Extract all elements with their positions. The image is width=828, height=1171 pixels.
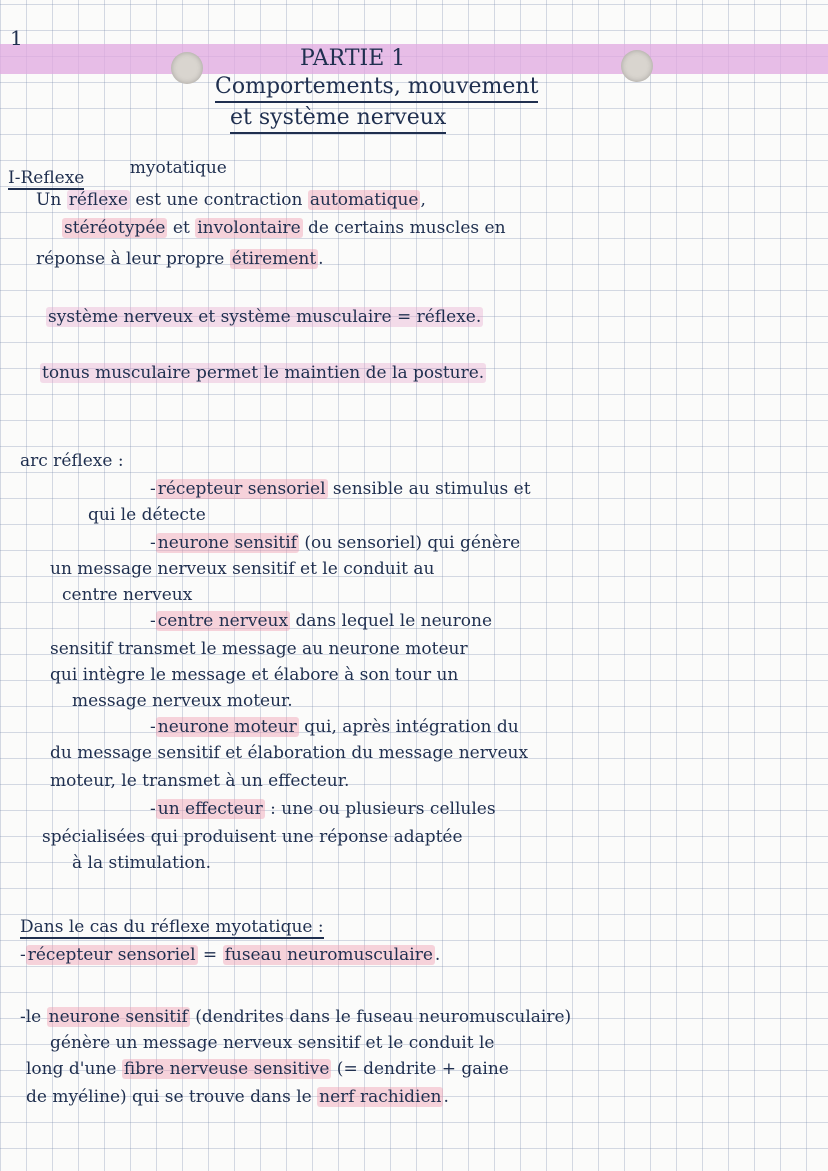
tonus-line [40, 362, 486, 384]
text: . [318, 249, 324, 269]
text: long d'une [26, 1059, 122, 1079]
arc-heading [20, 450, 124, 472]
highlight: fibre nerveuse sensitive [123, 1059, 330, 1079]
highlight: récepteur sensoriel [27, 945, 196, 965]
myotatic-neuron-line-2: génère un message nerveux sensitif et le conduit le [50, 1033, 495, 1053]
highlight: tonus musculaire permet le maintien de la posture. [42, 363, 485, 383]
equation-line [46, 306, 483, 328]
arc-line-10 [150, 716, 519, 738]
highlight: stéréotypée [64, 218, 166, 238]
arc-line-2: qui le détecte [88, 505, 206, 525]
text: dans lequel le neurone [290, 611, 493, 631]
highlight: nerf rachidien [319, 1087, 442, 1107]
text: qui, après intégration du [298, 717, 519, 737]
myotatic-heading [20, 916, 324, 938]
arc-line-7: sensitif transmet le message au neurone moteur [50, 639, 468, 659]
part-title: PARTIE 1 [300, 46, 406, 71]
arc-line-5: centre nerveux [62, 585, 193, 605]
highlight-band [0, 44, 828, 74]
myotatic-receptor-line [20, 944, 440, 966]
punch-hole-right [621, 50, 653, 82]
arc-line-3 [150, 532, 520, 554]
definition-line-1 [36, 189, 426, 211]
text: (= dendrite + gaine [331, 1059, 509, 1079]
text: (dendrites dans le fuseau neuromusculaire) [189, 1007, 572, 1027]
myotatic-neuron-line-1 [20, 1006, 571, 1028]
definition-line-2 [62, 217, 506, 239]
text: - [150, 533, 156, 553]
text: arc réflexe : [20, 451, 124, 471]
highlight: système nerveux et système musculaire = réflexe. [48, 307, 482, 327]
text: Un [36, 190, 67, 210]
highlight: récepteur sensoriel [157, 479, 326, 499]
punch-hole-left [171, 52, 203, 84]
chapter-title-line2: et système nerveux [230, 104, 446, 134]
arc-line-11: du message sensitif et élaboration du message nerveux [50, 743, 529, 763]
arc-line-8: qui intègre le message et élabore à son tour un [50, 665, 459, 685]
highlight: involontaire [197, 218, 301, 238]
highlight: neurone moteur [157, 717, 297, 737]
text: Dans le cas du réflexe myotatique : [20, 917, 324, 937]
section-heading-text: I-Reflexe [8, 168, 85, 188]
text: - [150, 479, 156, 499]
highlight: étirement [231, 249, 317, 269]
highlight: automatique [309, 190, 419, 210]
text: réponse à leur propre [36, 249, 230, 269]
chapter-title-line1: Comportements, mouvement [215, 73, 538, 103]
highlight: centre nerveux [157, 611, 289, 631]
arc-line-4: un message nerveux sensitif et le conduit au [50, 559, 435, 579]
section-heading-sup: myotatique [129, 158, 227, 178]
text: . [443, 1087, 449, 1107]
text: -le [20, 1007, 47, 1027]
text: - [150, 611, 156, 631]
text: = [197, 945, 223, 965]
arc-line-15: à la stimulation. [72, 853, 212, 873]
text: - [20, 945, 26, 965]
arc-line-6 [150, 610, 492, 632]
arc-line-14: spécialisées qui produisent une réponse adaptée [42, 827, 463, 847]
myotatic-neuron-line-4 [26, 1086, 449, 1108]
highlight: réflexe [68, 190, 128, 210]
arc-line-13 [150, 798, 496, 820]
arc-line-9: message nerveux moteur. [72, 691, 293, 711]
arc-line-1 [150, 478, 531, 500]
text: de myéline) qui se trouve dans le [26, 1087, 318, 1107]
section-heading [8, 158, 227, 189]
text: et [167, 218, 196, 238]
highlight: un effecteur [157, 799, 263, 819]
page-number: 1 [10, 26, 23, 50]
text: - [150, 799, 156, 819]
text: . [434, 945, 441, 965]
text: - [150, 717, 156, 737]
definition-line-3 [36, 248, 324, 270]
highlight: fuseau neuromusculaire [224, 945, 433, 965]
highlight: neurone sensitif [157, 533, 297, 553]
highlight: neurone sensitif [48, 1007, 188, 1027]
text: , [420, 190, 426, 210]
arc-line-12: moteur, le transmet à un effecteur. [50, 771, 350, 791]
myotatic-neuron-line-3 [26, 1058, 509, 1080]
text: sensible au stimulus et [327, 479, 531, 499]
text: : une ou plusieurs cellules [264, 799, 496, 819]
text: (ou sensoriel) qui génère [298, 533, 521, 553]
text: de certains muscles en [302, 218, 506, 238]
text: est une contraction [129, 190, 308, 210]
